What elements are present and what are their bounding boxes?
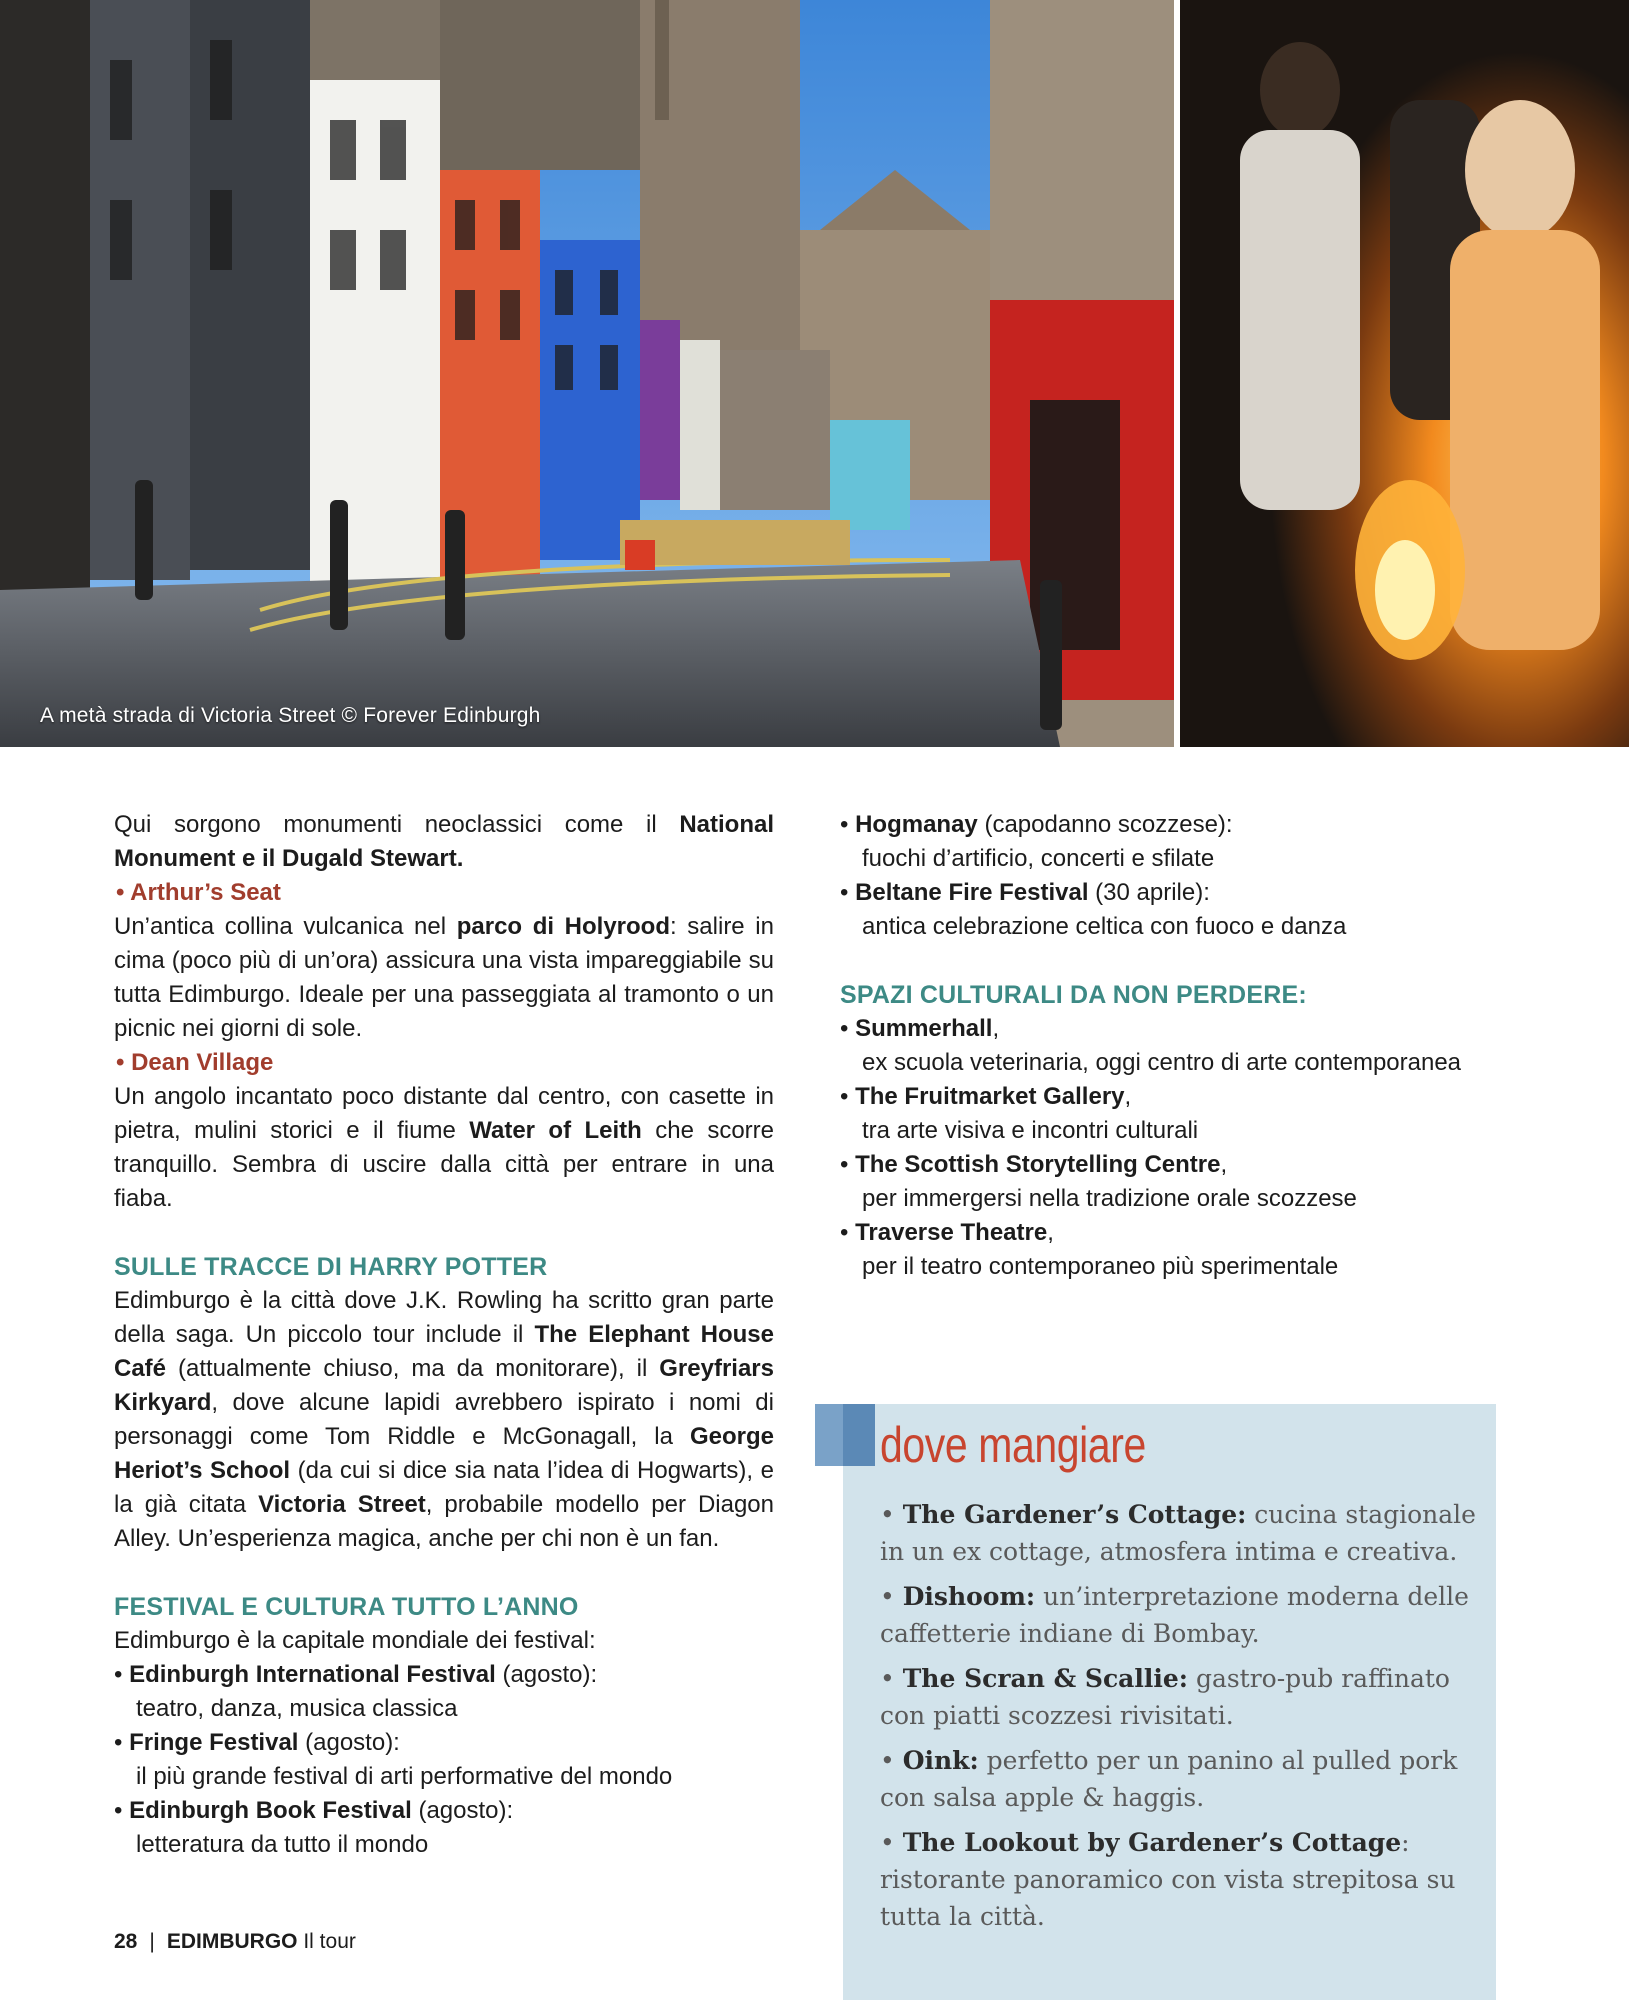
arthurs-text-2: : salire in cima (poco più di un’ora) assicura una vista impareggiabile su tutta Edimburgo. Ideale per una passeggiata al tramonto o un picnic nei giorni di sole.	[114, 913, 774, 1042]
festival-desc: teatro, danza, musica classica	[136, 1695, 458, 1722]
event-name: Hogmanay	[855, 811, 978, 838]
list-item: • Fringe Festival (agosto): il più grande festival di arti performative del mondo	[114, 1726, 774, 1794]
list-item: • Beltane Fire Festival (30 aprile): antica celebrazione celtica con fuoco e danza	[840, 876, 1480, 944]
arthurs-seat-paragraph	[114, 910, 774, 1046]
hp-text-1: Edimburgo è la città dove J.K. Rowling ha scritto gran parte della saga. Un piccolo tour include il	[114, 1287, 774, 1348]
list-item: • Hogmanay (capodanno scozzese): fuochi d’artificio, concerti e sfilate	[840, 808, 1480, 876]
events-list	[840, 808, 1480, 944]
footer-separator: |	[149, 1930, 155, 1953]
restaurant-name: The Scran & Scallie:	[902, 1664, 1188, 1693]
hp-text-5: , probabile modello per Diagon Alley. Un’esperienza magica, anche per chi non è un fan.	[114, 1491, 774, 1552]
restaurant-name: Dishoom:	[902, 1582, 1036, 1611]
festival-when: (agosto):	[411, 1797, 514, 1824]
fire-festival-photo	[1180, 0, 1629, 747]
intro-text: Qui sorgono monumenti neoclassici come il	[114, 811, 680, 838]
space-name: Traverse Theatre	[855, 1219, 1048, 1246]
intro-bold: National Monument e il Dugald Stewart.	[114, 811, 774, 872]
restaurant-list	[880, 1496, 1480, 1943]
list-item: • Edinburgh International Festival (agosto): teatro, danza, musica classica	[114, 1658, 774, 1726]
hp-text-2: (attualmente chiuso, ma da monitorare), il	[166, 1355, 660, 1382]
restaurant-name: Oink:	[902, 1746, 979, 1775]
dean-bold: Water of Leith	[469, 1117, 642, 1144]
space-desc: per il teatro contemporaneo più sperimentale	[862, 1253, 1339, 1280]
hp-bold-2: Greyfriars Kirkyard	[114, 1355, 774, 1416]
fire-performer-illustration	[1180, 0, 1629, 747]
right-column	[840, 808, 1480, 1284]
restaurant-name: The Lookout by Gardener’s Cottage	[902, 1828, 1402, 1857]
list-item: • Summerhall, ex scuola veterinaria, oggi centro di arte contemporanea	[840, 1012, 1480, 1080]
footer-city: EDIMBURGO	[166, 1930, 298, 1953]
arthurs-text-1: Un’antica collina vulcanica nel	[114, 913, 457, 940]
event-when: (capodanno scozzese):	[977, 811, 1233, 838]
hp-text-4: (da cui si dice sia nata l’idea di Hogwarts), e la già citata	[114, 1457, 774, 1518]
left-column	[114, 808, 774, 1862]
event-desc: fuochi d’artificio, concerti e sfilate	[862, 845, 1215, 872]
dean-village-heading: • Dean Village	[116, 1049, 274, 1076]
restaurant-item: • Oink: perfetto per un panino al pulled pork con salsa apple & haggis.	[880, 1746, 1458, 1812]
restaurant-item: • The Lookout by Gardener’s Cottage: ristorante panoramico con vista strepitosa su tutta la città.	[880, 1828, 1456, 1931]
dean-text-2: che scorre tranquillo. Sembra di uscire dalla città per entrare in una fiaba.	[114, 1117, 775, 1212]
dean-text-1: Un angolo incantato poco distante dal centro, con casette in pietra, mulini storici e il fiume	[114, 1083, 774, 1144]
space-name: The Scottish Storytelling Centre	[855, 1151, 1221, 1178]
festival-name: Edinburgh Book Festival	[129, 1797, 412, 1824]
cultural-spaces-list	[840, 1012, 1480, 1284]
intro-paragraph	[114, 808, 774, 876]
festival-when: (agosto):	[298, 1729, 400, 1756]
festival-list	[114, 1658, 774, 1862]
footer-section: Il tour	[303, 1930, 356, 1953]
photo-caption: A metà strada di Victoria Street © Forever Edinburgh	[40, 704, 541, 727]
page-footer	[114, 1930, 356, 1954]
cultural-spaces-heading: SPAZI CULTURALI DA NON PERDERE:	[840, 981, 1307, 1009]
restaurant-item: • The Scran & Scallie: gastro-pub raffinato con piatti scozzesi rivisitati.	[880, 1664, 1450, 1730]
restaurant-desc: gastro-pub raffinato con piatti scozzesi rivisitati.	[880, 1664, 1450, 1730]
hp-bold-4: Victoria Street	[258, 1491, 426, 1518]
space-name: The Fruitmarket Gallery	[855, 1083, 1125, 1110]
space-desc: ex scuola veterinaria, oggi centro di arte contemporanea	[862, 1049, 1462, 1076]
arthurs-seat-heading: • Arthur’s Seat	[116, 879, 281, 906]
hp-bold-1: The Elephant House Café	[114, 1321, 774, 1382]
restaurant-item: • The Gardener’s Cottage: cucina stagionale in un ex cottage, atmosfera intima e creativa.	[880, 1500, 1476, 1566]
list-item: • Edinburgh Book Festival (agosto): letteratura da tutto il mondo	[114, 1794, 774, 1862]
list-item: • Traverse Theatre, per il teatro contemporaneo più sperimentale	[840, 1216, 1480, 1284]
hp-bold-3: George Heriot’s School	[114, 1423, 774, 1484]
space-desc: tra arte visiva e incontri culturali	[862, 1117, 1199, 1144]
restaurant-desc: cucina stagionale in un ex cottage, atmosfera intima e creativa.	[880, 1500, 1476, 1566]
festival-heading: FESTIVAL E CULTURA TUTTO L’ANNO	[114, 1593, 579, 1621]
where-to-eat-title: dove mangiare	[880, 1417, 1146, 1473]
festival-desc: letteratura da tutto il mondo	[136, 1831, 429, 1858]
hp-text-3: , dove alcune lapidi avrebbero ispirato i nomi di personaggi come Tom Riddle e McGonagall, la	[114, 1389, 774, 1450]
harry-potter-paragraph	[114, 1284, 774, 1556]
restaurant-desc: un’interpretazione moderna delle caffetterie indiane di Bombay.	[880, 1582, 1469, 1648]
event-when: (30 aprile):	[1088, 879, 1210, 906]
festival-intro: Edimburgo è la capitale mondiale dei festival:	[114, 1627, 596, 1654]
festival-name: Edinburgh International Festival	[129, 1661, 496, 1688]
restaurant-item: • Dishoom: un’interpretazione moderna delle caffetterie indiane di Bombay.	[880, 1582, 1469, 1648]
arthurs-bold: parco di Holyrood	[456, 913, 670, 940]
victoria-street-illustration	[0, 0, 1174, 747]
list-item: • The Fruitmarket Gallery, tra arte visiva e incontri culturali	[840, 1080, 1480, 1148]
event-desc: antica celebrazione celtica con fuoco e danza	[862, 913, 1347, 940]
space-desc: per immergersi nella tradizione orale scozzese	[862, 1185, 1357, 1212]
restaurant-desc: perfetto per un panino al pulled pork con salsa apple & haggis.	[880, 1746, 1458, 1812]
victoria-street-photo	[0, 0, 1174, 747]
list-item: • The Scottish Storytelling Centre, per immergersi nella tradizione orale scozzese	[840, 1148, 1480, 1216]
restaurant-desc: : ristorante panoramico con vista strepitosa su tutta la città.	[880, 1828, 1456, 1931]
harry-potter-heading: SULLE TRACCE DI HARRY POTTER	[114, 1253, 548, 1281]
festival-when: (agosto):	[495, 1661, 598, 1688]
restaurant-name: The Gardener’s Cottage:	[902, 1500, 1247, 1529]
event-name: Beltane Fire Festival	[855, 879, 1089, 906]
festival-desc: il più grande festival di arti performative del mondo	[136, 1763, 673, 1790]
dean-village-paragraph	[114, 1080, 774, 1216]
space-name: Summerhall	[855, 1015, 993, 1042]
box-accent-square-dark	[843, 1404, 875, 1466]
page-number: 28	[114, 1930, 138, 1953]
festival-name: Fringe Festival	[129, 1729, 299, 1756]
